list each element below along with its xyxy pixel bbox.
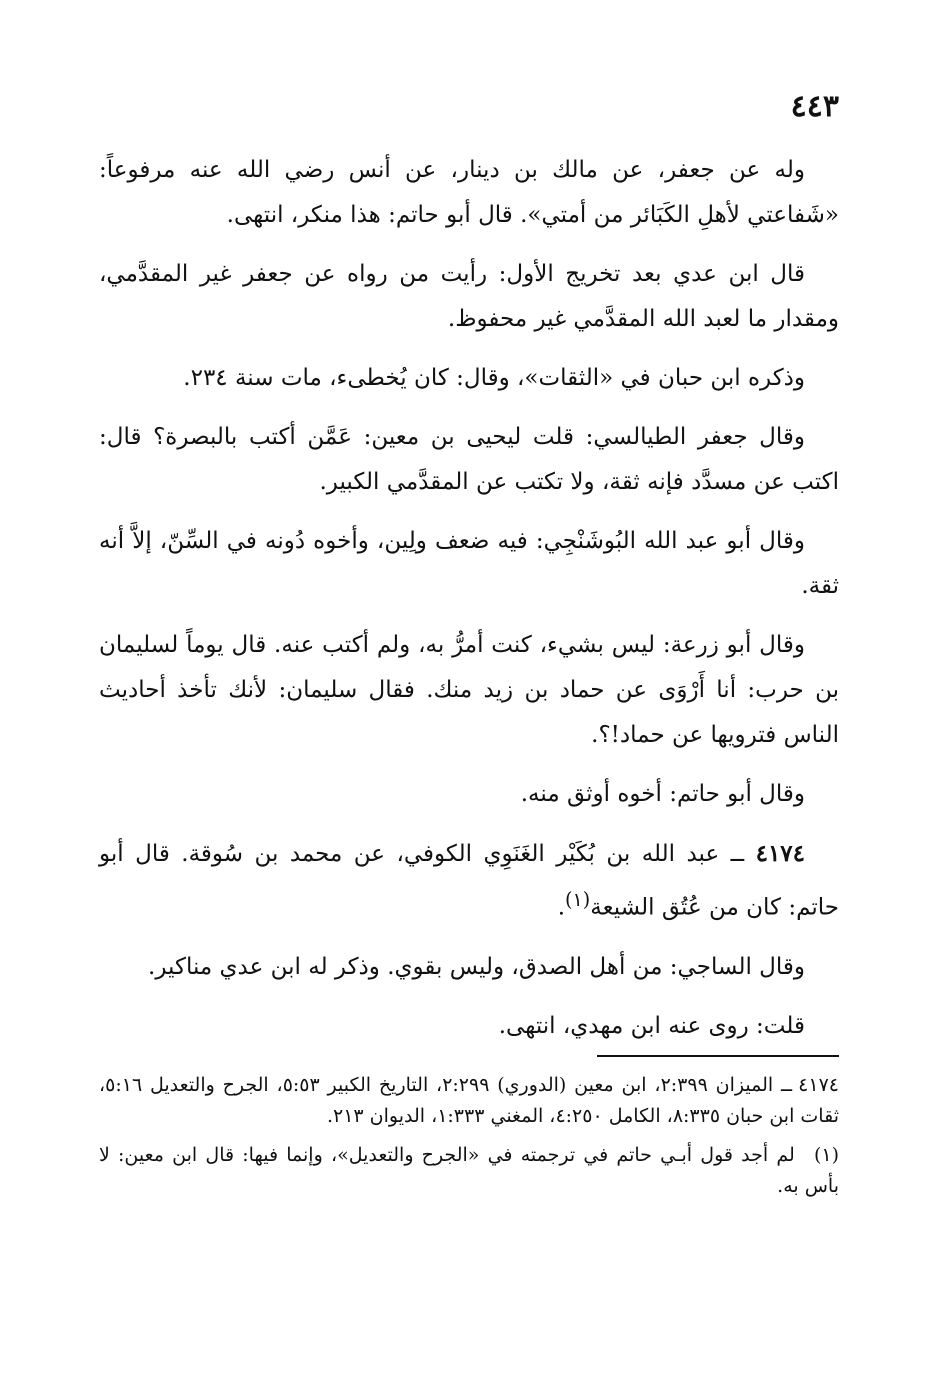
footnote-divider [597, 1055, 839, 1057]
footnote-note [99, 1140, 839, 1202]
paragraph: وله عن جعفر، عن مالك بن دينار، عن أنس رضي الله عنه مرفوعاً: «شَفاعتي لأهلِ الكَبَائر من أمتي». قال أبو حاتم: هذا منكر، انتهى. [99, 157, 839, 228]
paragraph: قلت: روى عنه ابن مهدي، انتهى. [498, 1012, 805, 1039]
paragraph: وقال أبو زرعة: ليس بشيء، كنت أمرُّ به، ولم أكتب عنه. قال يوماً لسليمان بن حرب: أنا أَرْوَى عن حماد بن زيد منك. فقال سليمان: لأنك تأخذ أحاديث الناس فترويها عن حماد!؟. [99, 632, 839, 748]
paragraph: وقال جعفر الطيالسي: قلت ليحيى بن معين: عَمَّن أكتب بالبصرة؟ قال: اكتب عن مسدَّد فإنه ثقة، ولا تكتب عن المقدَّمي الكبير. [99, 424, 839, 495]
page-number: ٤٤٣ [790, 89, 839, 124]
paragraph: وقال أبو حاتم: أخوه أوثق منه. [520, 781, 805, 807]
biography-entry [99, 831, 839, 931]
paragraph: وقال أبو عبد الله البُوشَنْجِي: فيه ضعف ولِين، وأخوه دُونه في السِّنّ، إلاَّ أنه ثقة. [99, 528, 839, 599]
footnote-sources [99, 1070, 839, 1132]
entry-number: ٤١٧٤ [755, 840, 806, 867]
paragraph: وقال الساجي: من أهل الصدق، وليس بقوي. وذكر له ابن عدي مناكير. [148, 953, 805, 980]
footnote-marker: ٤١٧٤ ــ [780, 1074, 839, 1096]
footnote-text: لم أجد قول أبـي حاتم في ترجمته في «الجرح والتعديل»، وإنما فيها: قال ابن معين: لا بأس به. [99, 1144, 839, 1197]
footnote-text: الميزان ٢:٣٩٩، ابن معين (الدوري) ٢:٢٩٩، التاريخ الكبير ٥:٥٣، الجرح والتعديل ٥:١٦، ثقات ابن حبان ٨:٣٣٥، الكامل ٤:٢٥٠، المغني ١:٣٣٣، الديوان ٢١٣. [99, 1074, 839, 1127]
footnote-reference: (١) [565, 888, 591, 911]
footnote-marker: (١) [813, 1144, 839, 1166]
entry-dash: ــ [730, 841, 745, 867]
footnotes [99, 1070, 839, 1210]
main-text [99, 148, 839, 1063]
paragraph: قال ابن عدي بعد تخريج الأول: رأيت من رواه عن جعفر غير المقدَّمي، ومقدار ما لعبد الله المقدَّمي غير محفوظ. [99, 261, 839, 332]
entry-text: عبد الله بن بُكَيْر الغَنَوِي الكوفي، عن محمد بن سُوقة. قال أبو حاتم: كان من عُتُق الشيعة [99, 841, 839, 921]
paragraph: وذكره ابن حبان في «الثقات»، وقال: كان يُخطىء، مات سنة ٢٣٤. [183, 365, 805, 391]
entry-end: . [557, 894, 565, 921]
